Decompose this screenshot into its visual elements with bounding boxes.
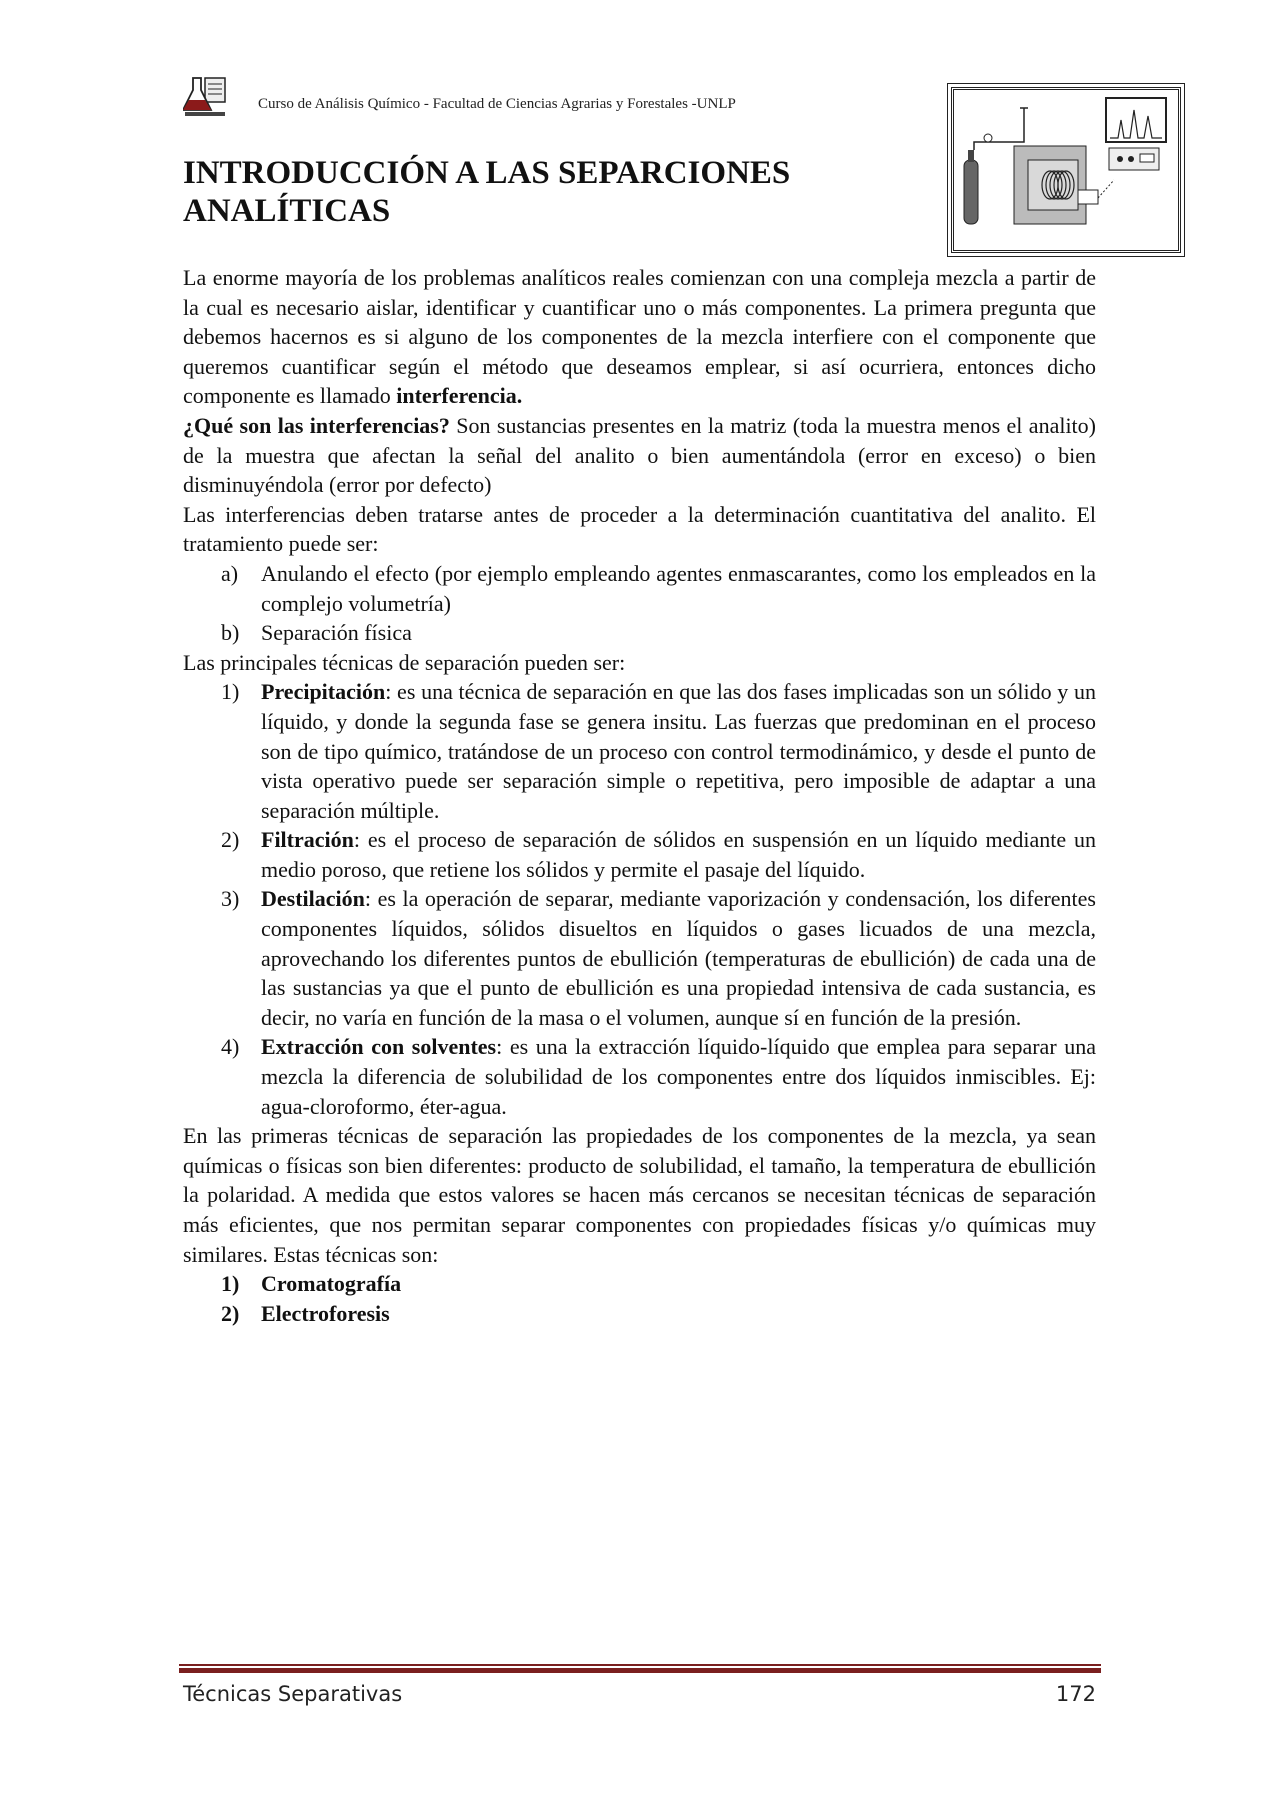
technique-description: : es la operación de separar, mediante vaporización y condensación, los diferentes componentes líquidos, sólidos disueltos en líquidos o gases licuados de una mezcla, aprovechando los diferentes puntos de ebullición (temperaturas de ebullición) de cada una de las sustancias ya que el punto de ebullición es una propiedad intensiva de cada sustancia, es decir, no varía en función de la masa o el volumen, aunque sí en función de la presión. (261, 886, 1096, 1030)
list-item-text: Anulando el efecto (por ejemplo empleando agentes enmascarantes, como los empleados en la complejo volumetría) (261, 560, 1096, 616)
list-marker: 4) (221, 1034, 240, 1060)
techniques-list (183, 677, 1096, 1121)
list-item-text: Cromatografía (261, 1271, 402, 1297)
list-marker: 2) (221, 1300, 240, 1326)
list-marker: 2) (221, 827, 240, 853)
list-marker: a) (221, 560, 239, 586)
list-marker: 1) (221, 679, 240, 705)
flask-icon (183, 74, 227, 118)
intro-text: La enorme mayoría de los problemas analíticos reales comienzan con una compleja mezcla a partir de la cual es necesario aislar, identificar y cuantificar uno o más componentes. La primera pregunta que debemos hacernos es si alguno de los componentes de la mezcla interfiere con el componente que queremos cuantificar según el método que deseamos emplear, si así ocurriera, entonces dicho componente es llamado (183, 265, 1096, 409)
list-item (183, 677, 1096, 825)
list-item (183, 1299, 1096, 1329)
list-marker: 1) (221, 1271, 240, 1297)
list-item (183, 559, 1096, 618)
technique-term: Extracción con solventes (261, 1034, 497, 1060)
list-item-text: Electroforesis (261, 1300, 390, 1326)
list-item (183, 1269, 1096, 1299)
list-marker: b) (221, 620, 240, 646)
footer-divider (179, 1664, 1101, 1674)
list-item-text: Separación física (261, 620, 412, 646)
list-marker: 3) (221, 886, 240, 912)
technique-term: Destilación (261, 886, 365, 912)
treatment-paragraph: Las interferencias deben tratarse antes de proceder a la determinación cuantitativa del analito. El tratamiento puede ser: (183, 501, 1096, 557)
body-text (183, 263, 1096, 1328)
treatment-list (183, 559, 1096, 648)
footer-section-title: Técnicas Separativas (183, 1682, 403, 1706)
technique-term: Filtración (261, 827, 354, 853)
technique-description: : es una técnica de separación en que las dos fases implicadas son un sólido y un líquido, y donde la segunda fase se genera insitu. Las fuerzas que predominan en el proceso son de tipo químico, tratándose de un proceso con control termodinámico, y desde el punto de vista operativo puede ser separación simple o repetitiva, pero imposible de adaptar a una separación múltiple. (261, 679, 1096, 823)
page-title: INTRODUCCIÓN A LAS SEPARCIONES ANALÍTICAS (183, 155, 791, 229)
list-item (183, 825, 1096, 884)
interferences-answer: Son sustancias presentes en la matriz (toda la muestra menos el analito) de la muestra que afectan la señal del analito o bien aumentándola (error en exceso) o bien disminuyéndola (error por defecto) (183, 412, 1096, 498)
advanced-techniques-list (183, 1269, 1096, 1328)
page-number: 172 (1055, 1682, 1096, 1706)
technique-description: : es el proceso de separación de sólidos en suspensión en un líquido mediante un medio poroso, que retiene los sólidos y permite el pasaje del líquido. (261, 827, 1096, 882)
closing-paragraph: En las primeras técnicas de separación las propiedades de los componentes de la mezcla, ya sean químicas o físicas son bien diferentes: producto de solubilidad, el tamaño, la temperatura de ebullición la polaridad. A medida que estos valores se hacen más cercanos se necesitan técnicas de separación más eficientes, que nos permitan separar componentes con propiedades físicas y/o químicas muy similares. Estas técnicas son: (183, 1123, 1096, 1267)
interferences-paragraph (183, 411, 1096, 500)
chromatograph-diagram-icon (951, 87, 1181, 253)
list-item (183, 1032, 1096, 1121)
running-header: Curso de Análisis Químico - Facultad de Ciencias Agrarias y Forestales -UNLP (258, 96, 736, 112)
interferences-question: ¿Qué son las interferencias? (183, 412, 450, 438)
technique-description: : es una la extracción líquido-líquido que emplea para separar una mezcla la diferencia de solubilidad de los componentes entre dos líquidos inmiscibles. Ej: agua-cloroformo, éter-agua. (261, 1034, 1096, 1119)
techniques-intro: Las principales técnicas de separación pueden ser: (183, 649, 626, 675)
technique-term: Precipitación (261, 679, 386, 705)
list-item (183, 884, 1096, 1032)
intro-bold-term: interferencia. (396, 383, 523, 409)
list-item (183, 618, 1096, 648)
intro-paragraph (183, 263, 1096, 411)
